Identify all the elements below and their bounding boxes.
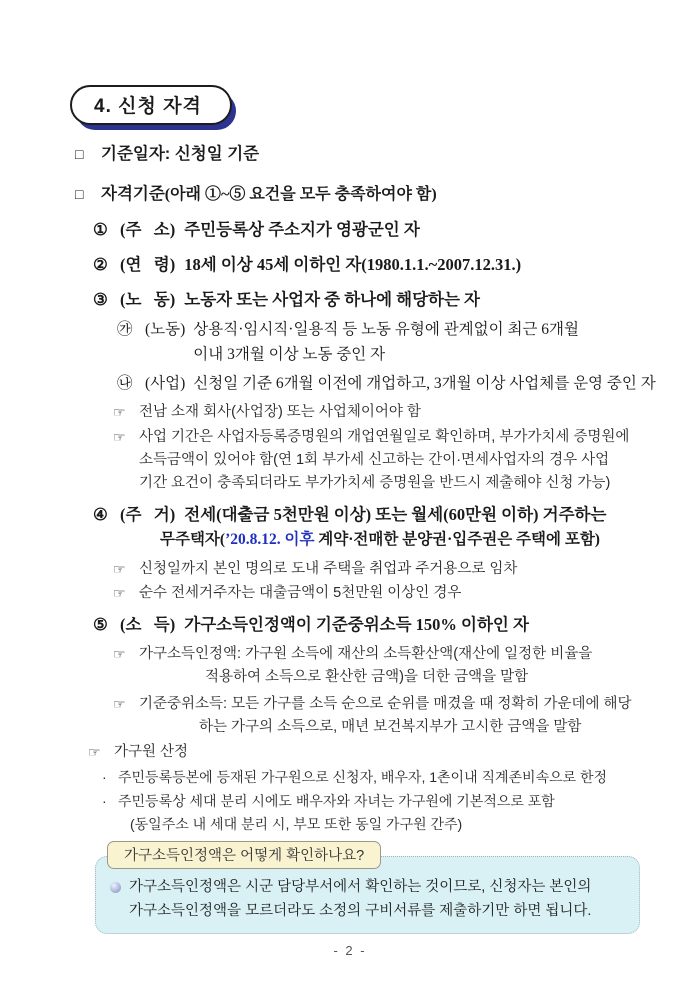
sub-item-text bbox=[193, 317, 579, 367]
item-label: (소 득) bbox=[120, 615, 176, 634]
bullet-text: 주민등록등본에 등재된 가구원으로 신청자, 배우자, 1촌이내 직계존비속으로 한정 bbox=[118, 769, 608, 785]
note-text bbox=[139, 693, 632, 739]
note-jeonnam bbox=[113, 401, 700, 424]
note-median-income bbox=[113, 693, 700, 739]
text-line: (동일주소 내 세대 분리 시, 부모 또한 동일 가구원 간주) bbox=[130, 816, 463, 832]
circled-1-icon: ① bbox=[93, 220, 108, 239]
info-box-text bbox=[129, 875, 591, 923]
text-line: 가구소득인정액은 시군 담당부서에서 확인하는 것이므로, 신청자는 본인의 bbox=[129, 879, 592, 895]
text-line: 하는 가구의 소득으로, 매년 보건복지부가 고시한 금액을 말함 bbox=[199, 719, 582, 735]
text-line: 기간 요건이 충족되더라도 부가가치세 증명원을 반드시 제출해야 신청 가능) bbox=[139, 475, 611, 491]
text-line: 상용직·임시직·일용직 등 노동 유형에 관계없이 최근 6개월 bbox=[193, 321, 579, 338]
sub-item-text: 신청일 기준 6개월 이전에 개업하고, 3개월 이상 사업체를 운영 중인 자 bbox=[193, 375, 656, 392]
bullet-separated-household bbox=[102, 790, 700, 836]
item-text: 주민등록상 주소지가 영광군인 자 bbox=[184, 220, 420, 239]
note-income-definition bbox=[113, 643, 700, 689]
text-line: 사업 기간은 사업자등록증명원의 개업연월일로 확인하며, 부가가치세 증명원에 bbox=[139, 429, 630, 445]
pointing-hand-icon: ☞ bbox=[113, 561, 126, 577]
sub-item-label: (사업) bbox=[145, 375, 186, 392]
item-label: (주 소) bbox=[120, 220, 176, 239]
circled-na-icon: ㉯ bbox=[117, 375, 133, 392]
pointing-hand-icon: ☞ bbox=[88, 744, 101, 760]
square-bullet-icon: □ bbox=[75, 186, 84, 202]
item-text: 가구소득인정액이 기준중위소득 150% 이하인 자 bbox=[184, 615, 529, 634]
info-box bbox=[95, 841, 640, 934]
criteria-bold: 자격기준 bbox=[101, 185, 165, 203]
item-housing bbox=[0, 504, 700, 554]
note-text: 신청일까지 본인 명의로 도내 주택을 취업과 주거용으로 임차 bbox=[139, 561, 518, 577]
criteria-rest2: 충족하여야 함) bbox=[330, 186, 437, 203]
text-line: 주민등록상 세대 분리 시에도 배우자와 자녀는 가구원에 기본적으로 포함 bbox=[118, 793, 555, 809]
info-box-title: 가구소득인정액은 어떻게 확인하나요? bbox=[107, 841, 381, 869]
bullet-text bbox=[118, 790, 555, 836]
note-text: 순수 전세거주자는 대출금액이 5천만원 이상인 경우 bbox=[139, 585, 462, 601]
pointing-hand-icon: ☞ bbox=[113, 696, 126, 712]
criteria-emphasized: 모두 bbox=[299, 186, 331, 203]
item-text: 18세 이상 45세 이하인 자(1980.1.1.~2007.12.31.) bbox=[184, 255, 522, 274]
section-title: 4. 신청 자격 bbox=[70, 85, 232, 125]
item-label: (연 령) bbox=[120, 255, 176, 274]
note-text bbox=[139, 426, 629, 495]
basis-heading-text: 기준일자: 신청일 기준 bbox=[101, 145, 260, 163]
item-text: 노동자 또는 사업자 중 하나에 해당하는 자 bbox=[184, 290, 480, 309]
text-line: 가구소득인정액: 가구원 소득에 재산의 소득환산액(재산에 일정한 비율을 bbox=[139, 646, 593, 662]
note-jeonse bbox=[113, 582, 700, 605]
item-income bbox=[93, 614, 700, 636]
circled-5-icon: ⑤ bbox=[93, 615, 108, 634]
item-label: (주 거) bbox=[120, 505, 176, 524]
dot-bullet-icon: · bbox=[102, 793, 107, 809]
text-line: 기준중위소득: 모든 가구를 소득 순으로 순위를 매겼을 때 정확히 가운데에 해당 bbox=[139, 696, 632, 712]
item-text: 전세(대출금 5천만원 이상) 또는 월세(60만원 이하) 거주하는 bbox=[184, 505, 607, 524]
sub-item-labor bbox=[117, 317, 700, 367]
item-age bbox=[93, 254, 700, 276]
page-number: - 2 - bbox=[333, 943, 367, 958]
note-lease bbox=[113, 558, 700, 581]
dot-bullet-icon: · bbox=[102, 769, 107, 785]
date-highlight: ’20.8.12. 이후 bbox=[225, 531, 315, 548]
text-line: 적용하여 소득으로 환산한 금액)을 더한 금액을 말함 bbox=[205, 669, 529, 685]
square-bullet-icon: □ bbox=[75, 146, 84, 162]
text-line: 소득금액이 있어야 함(연 1회 부가세 신고하는 간이·면세사업자의 경우 사업 bbox=[139, 452, 610, 468]
sub-item-business bbox=[117, 371, 700, 396]
circled-2-icon: ② bbox=[93, 255, 108, 274]
text-segment: 무주택자( bbox=[160, 531, 226, 548]
pointing-hand-icon: ☞ bbox=[113, 585, 126, 601]
text-line: 가구소득인정액을 모르더라도 소정의 구비서류를 제출하기만 하면 됩니다. bbox=[129, 903, 592, 919]
note-text bbox=[139, 643, 592, 689]
text-line: 이내 3개월 이상 노동 중인 자 bbox=[193, 346, 386, 363]
bullet-household-members bbox=[102, 766, 700, 789]
note-business-period bbox=[113, 426, 700, 495]
note-text: 전남 소재 회사(사업장) 또는 사업체이어야 함 bbox=[139, 404, 421, 420]
circled-4-icon: ④ bbox=[93, 505, 108, 524]
text-segment: 계약·전매한 분양권·입주권은 주택에 포함) bbox=[314, 531, 600, 548]
note-text: 가구원 산정 bbox=[114, 744, 189, 760]
pointing-hand-icon: ☞ bbox=[113, 404, 126, 420]
criteria-heading-text bbox=[101, 183, 437, 206]
item-housing-line2 bbox=[160, 526, 700, 554]
circled-ga-icon: ㉮ bbox=[117, 321, 133, 338]
item-address bbox=[93, 219, 700, 241]
item-label: (노 동) bbox=[120, 290, 176, 309]
pointing-hand-icon: ☞ bbox=[113, 429, 126, 445]
item-housing-line1 bbox=[93, 504, 700, 526]
basis-heading bbox=[75, 143, 700, 165]
sub-item-label: (노동) bbox=[145, 321, 186, 338]
criteria-heading bbox=[75, 183, 700, 206]
sphere-bullet-icon bbox=[110, 882, 121, 893]
criteria-rest1: (아래 ①~⑤ 요건을 bbox=[164, 186, 300, 203]
pointing-hand-icon: ☞ bbox=[113, 646, 126, 662]
item-labor bbox=[93, 289, 700, 311]
circled-3-icon: ③ bbox=[93, 290, 108, 309]
note-household-calc bbox=[88, 741, 700, 764]
